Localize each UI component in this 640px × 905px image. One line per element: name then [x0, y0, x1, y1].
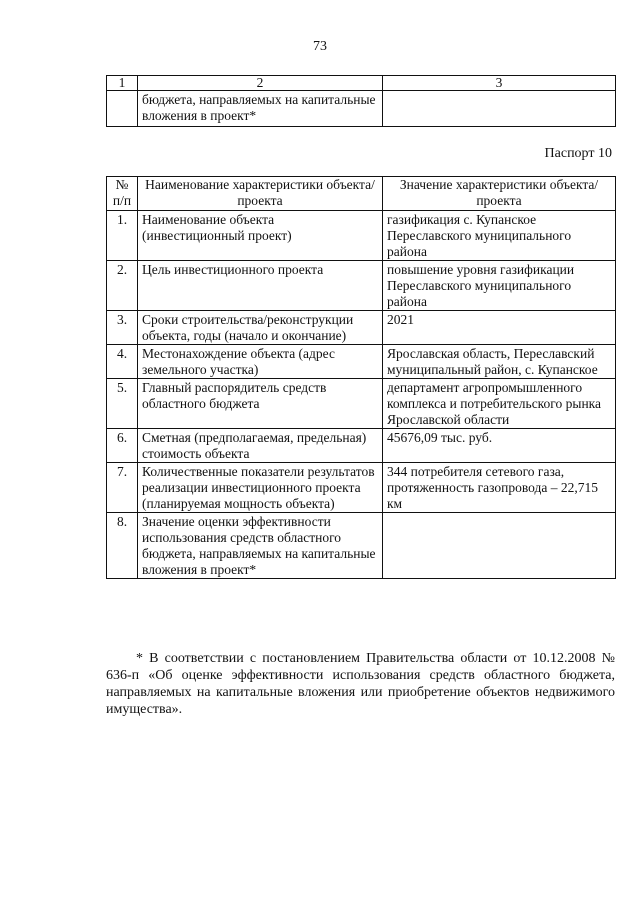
row-number-cell: 8. [107, 513, 138, 579]
column-header-number: № п/п [107, 177, 138, 211]
passport-table-header-row [107, 177, 616, 211]
table-row [107, 311, 616, 345]
row-number-cell: 5. [107, 379, 138, 429]
continuation-table-cell: бюджета, направляемых на капитальные вложения в проект* [138, 91, 383, 127]
value-cell: повышение уровня газификации Переславского муниципального района [383, 261, 616, 311]
row-number-cell: 4. [107, 345, 138, 379]
characteristic-cell: Количественные показатели результатов реализации инвестиционного проекта (планируемая мощность объекта) [138, 463, 383, 513]
table-row [107, 379, 616, 429]
value-cell [383, 513, 616, 579]
characteristic-cell: Главный распорядитель средств областного бюджета [138, 379, 383, 429]
value-cell: 45676,09 тыс. руб. [383, 429, 616, 463]
row-number-cell: 1. [107, 211, 138, 261]
value-cell: газификация с. Купанское Переславского муниципального района [383, 211, 616, 261]
row-number-cell: 7. [107, 463, 138, 513]
column-header-characteristic: Наименование характеристики объекта/проекта [138, 177, 383, 211]
column-header-value: Значение характеристики объекта/проекта [383, 177, 616, 211]
value-cell: департамент агропромышленного комплекса и потребительского рынка Ярославской области [383, 379, 616, 429]
value-cell: 344 потребителя сетевого газа, протяженность газопровода – 22,715 км [383, 463, 616, 513]
value-cell: 2021 [383, 311, 616, 345]
table-row [107, 463, 616, 513]
row-number-cell: 2. [107, 261, 138, 311]
passport-title: Паспорт 10 [544, 146, 612, 161]
characteristic-cell: Наименование объекта (инвестиционный проект) [138, 211, 383, 261]
continuation-table-cell [107, 91, 138, 127]
continuation-table-cell [383, 91, 616, 127]
footnote: * В соответствии с постановлением Правительства области от 10.12.2008 № 636-п «Об оценке эффективности использования средств областного бюджета, направляемых на капитальные вложения или приобретение объектов недвижимого имущества». [106, 651, 615, 717]
continuation-table-header-cell: 3 [383, 76, 616, 91]
characteristic-cell: Местонахождение объекта (адрес земельного участка) [138, 345, 383, 379]
characteristic-cell: Цель инвестиционного проекта [138, 261, 383, 311]
continuation-table-header-row [107, 76, 616, 91]
continuation-table-header-cell: 1 [107, 76, 138, 91]
continuation-table-row [107, 91, 616, 127]
characteristic-cell: Сроки строительства/реконструкции объекта, годы (начало и окончание) [138, 311, 383, 345]
table-row [107, 345, 616, 379]
row-number-cell: 6. [107, 429, 138, 463]
table-row [107, 513, 616, 579]
table-row [107, 211, 616, 261]
row-number-cell: 3. [107, 311, 138, 345]
characteristic-cell: Сметная (предполагаемая, предельная) стоимость объекта [138, 429, 383, 463]
page-number: 73 [313, 39, 327, 54]
table-row [107, 261, 616, 311]
characteristic-cell: Значение оценки эффективности использования средств областного бюджета, направляемых на капитальные вложения в проект* [138, 513, 383, 579]
value-cell: Ярославская область, Переславский муниципальный район, с. Купанское [383, 345, 616, 379]
continuation-table [106, 75, 616, 127]
passport-table [106, 176, 616, 579]
continuation-table-header-cell: 2 [138, 76, 383, 91]
table-row [107, 429, 616, 463]
